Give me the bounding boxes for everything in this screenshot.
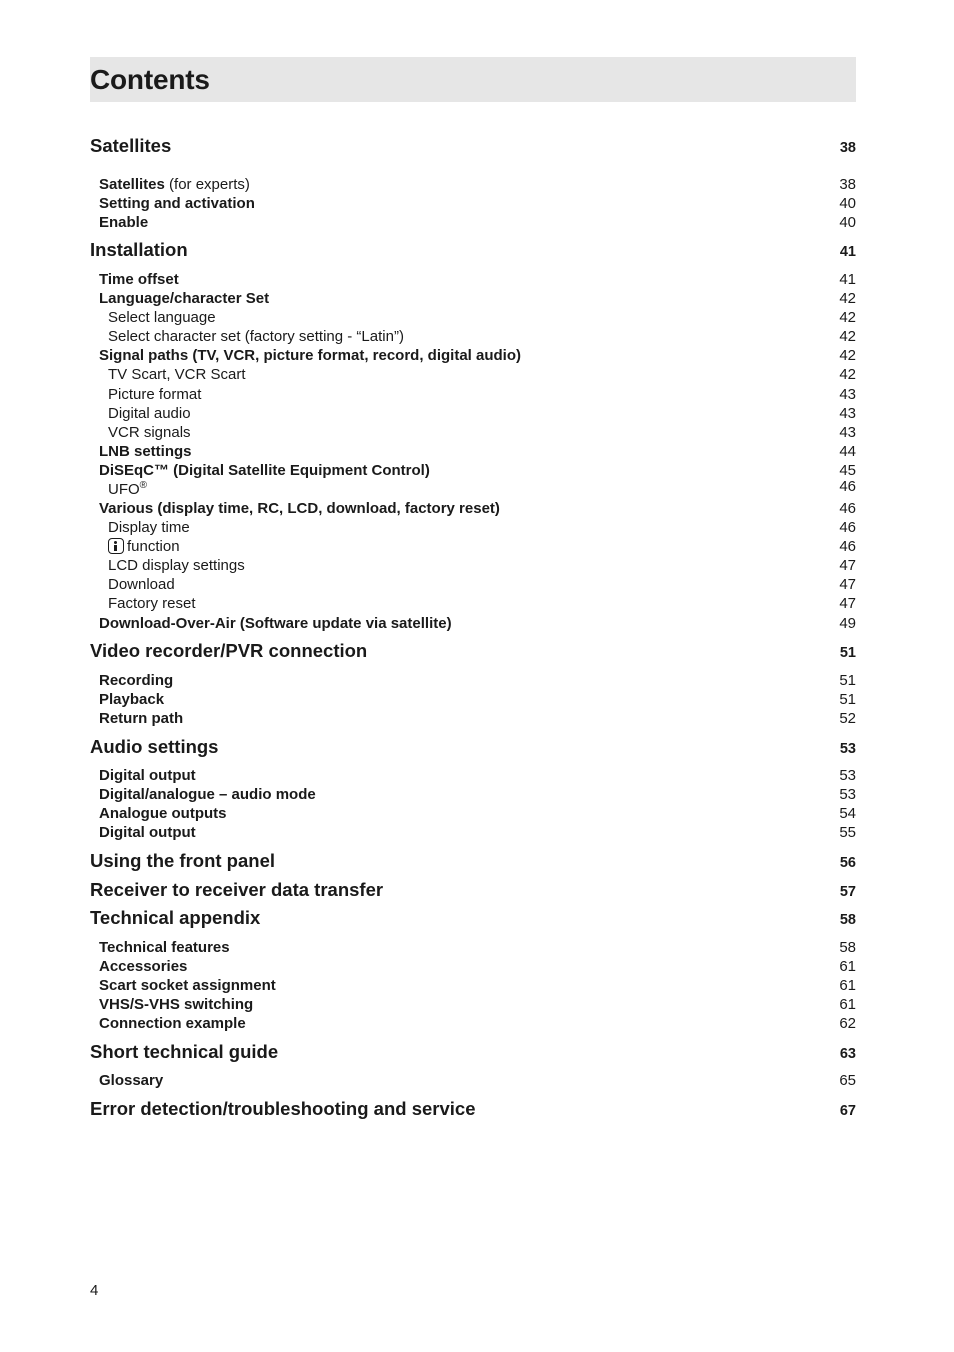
toc-page: 61 [839, 958, 856, 975]
toc-item-digital-output-2[interactable] [90, 824, 856, 843]
toc-page: 51 [839, 645, 856, 661]
toc-page: 41 [839, 244, 856, 260]
toc-item-setting-activation[interactable] [90, 195, 856, 214]
toc-label: Video recorder/PVR connection [90, 640, 368, 661]
toc-label [108, 538, 180, 555]
toc-label: DiSEqC™ (Digital Satellite Equipment Control) [99, 462, 430, 479]
toc-item-vhs-switching[interactable] [90, 996, 856, 1015]
toc-label: Accessories [99, 958, 188, 975]
toc-label: Scart socket assignment [99, 977, 276, 994]
info-icon [108, 538, 124, 554]
toc-subitem-picture-format[interactable] [90, 386, 856, 405]
toc-page: 65 [839, 1072, 856, 1089]
toc-page: 49 [839, 615, 856, 632]
toc-page: 53 [839, 786, 856, 803]
toc-item-playback[interactable] [90, 691, 856, 710]
registered-mark: ® [139, 480, 148, 491]
toc-label-normal: (for experts) [164, 176, 250, 193]
toc-page: 38 [839, 176, 856, 193]
toc-label [99, 176, 250, 193]
toc-page: 43 [839, 405, 856, 422]
toc-label: LCD display settings [108, 557, 245, 574]
toc-label: Installation [90, 239, 188, 260]
toc-page: 40 [839, 214, 856, 231]
toc-page: 42 [839, 309, 856, 326]
toc-item-return-path[interactable] [90, 710, 856, 729]
toc-label: VHS/S-VHS switching [99, 996, 254, 1013]
toc-page: 42 [839, 347, 856, 364]
toc-page: 46 [839, 519, 856, 536]
toc-label: Receiver to receiver data transfer [90, 879, 384, 900]
title-bar [90, 57, 856, 102]
toc-item-digital-output[interactable] [90, 767, 856, 786]
toc-label: Language/character Set [99, 290, 270, 307]
toc-label: Playback [99, 691, 165, 708]
toc-subitem-ufo[interactable] [90, 478, 856, 497]
toc-label: Select character set (factory setting - “Latin”) [108, 328, 404, 345]
toc-page: 41 [839, 271, 856, 288]
toc-page: 43 [839, 424, 856, 441]
toc-page: 51 [839, 672, 856, 689]
toc-page: 46 [839, 478, 856, 495]
toc-label-text: function [127, 538, 180, 555]
toc-item-satellites-experts[interactable] [90, 176, 856, 195]
toc-label [108, 481, 147, 498]
toc-subitem-select-charset[interactable] [90, 328, 856, 347]
toc-page: 47 [839, 576, 856, 593]
toc-page: 47 [839, 595, 856, 612]
toc-label-bold: Satellites [99, 176, 165, 193]
toc-label: Time offset [99, 271, 179, 288]
toc-label: Download [108, 576, 175, 593]
toc-label-text: UFO [108, 481, 140, 498]
toc-page: 42 [839, 290, 856, 307]
page-title: Contents [90, 64, 210, 95]
toc-label: Analogue outputs [99, 805, 227, 822]
toc-section-receiver-transfer[interactable] [90, 879, 856, 901]
toc-label: Display time [108, 519, 190, 536]
toc-page: 58 [839, 939, 856, 956]
toc-page: 45 [839, 462, 856, 479]
toc-item-analogue-outputs[interactable] [90, 805, 856, 824]
toc-item-connection-example[interactable] [90, 1015, 856, 1034]
toc-page: 61 [839, 996, 856, 1013]
toc-item-time-offset[interactable] [90, 271, 856, 290]
toc-label: Audio settings [90, 736, 219, 757]
toc-label: Using the front panel [90, 850, 275, 871]
toc-subitem-tv-scart[interactable] [90, 366, 856, 385]
toc-section-installation[interactable] [90, 239, 856, 261]
toc-page: 43 [839, 386, 856, 403]
toc-label: Download-Over-Air (Software update via satellite) [99, 615, 452, 632]
toc-label: Error detection/troubleshooting and service [90, 1098, 476, 1119]
toc-label: VCR signals [108, 424, 191, 441]
toc-label: Return path [99, 710, 184, 727]
toc-label: Glossary [99, 1072, 164, 1089]
toc-label: Digital output [99, 767, 196, 784]
toc-label: Enable [99, 214, 149, 231]
toc-page: 38 [839, 140, 856, 156]
toc-page: 46 [839, 500, 856, 517]
toc-page: 46 [839, 538, 856, 555]
toc-page: 47 [839, 557, 856, 574]
toc-label: TV Scart, VCR Scart [108, 366, 246, 383]
toc-label: Various (display time, RC, LCD, download, factory reset) [99, 500, 500, 517]
toc-section-technical-appendix[interactable] [90, 907, 856, 929]
toc-page: 58 [839, 912, 856, 928]
toc-label: Picture format [108, 386, 202, 403]
toc-item-digital-analogue[interactable] [90, 786, 856, 805]
toc-page: 67 [839, 1103, 856, 1119]
toc-subitem-select-language[interactable] [90, 309, 856, 328]
toc-item-accessories[interactable] [90, 958, 856, 977]
toc-label: Recording [99, 672, 174, 689]
toc-label: Digital/analogue – audio mode [99, 786, 316, 803]
toc-page: 42 [839, 328, 856, 345]
page-number: 4 [90, 1282, 99, 1299]
toc-section-audio-settings[interactable] [90, 736, 856, 758]
toc-subitem-factory-reset[interactable] [90, 595, 856, 614]
toc-page: 53 [839, 741, 856, 757]
toc-label: Factory reset [108, 595, 196, 612]
toc-subitem-info-function[interactable] [90, 538, 856, 557]
toc-label: Digital output [99, 824, 196, 841]
toc-page: 44 [839, 443, 856, 460]
toc-page: 51 [839, 691, 856, 708]
toc-item-technical-features[interactable] [90, 939, 856, 958]
toc-label: Satellites [90, 135, 172, 156]
toc-section-short-guide[interactable] [90, 1041, 856, 1063]
toc-subitem-download[interactable] [90, 576, 856, 595]
toc-subitem-digital-audio[interactable] [90, 405, 856, 424]
toc-page: 42 [839, 366, 856, 383]
toc-section-video-recorder[interactable] [90, 640, 856, 662]
toc-item-various[interactable] [90, 500, 856, 519]
toc-label: Technical appendix [90, 907, 261, 928]
toc-page: 52 [839, 710, 856, 727]
toc-item-enable[interactable] [90, 214, 856, 233]
toc-label: Digital audio [108, 405, 191, 422]
toc-page: 40 [839, 195, 856, 212]
toc-label: LNB settings [99, 443, 192, 460]
toc-item-glossary[interactable] [90, 1072, 856, 1091]
toc-section-error-detection[interactable] [90, 1098, 856, 1120]
toc-page: 55 [839, 824, 856, 841]
toc-label: Connection example [99, 1015, 246, 1032]
toc-subitem-display-time[interactable] [90, 519, 856, 538]
toc-section-satellites[interactable] [90, 135, 856, 157]
toc-label: Signal paths (TV, VCR, picture format, record, digital audio) [99, 347, 521, 364]
toc-page: 63 [839, 1046, 856, 1062]
toc-label: Setting and activation [99, 195, 255, 212]
toc-label: Short technical guide [90, 1041, 279, 1062]
toc-item-language-charset[interactable] [90, 290, 856, 309]
toc-item-signal-paths[interactable] [90, 347, 856, 366]
toc-page: 61 [839, 977, 856, 994]
toc-item-download-over-air[interactable] [90, 615, 856, 634]
toc-label: Technical features [99, 939, 230, 956]
toc-page: 57 [839, 884, 856, 900]
toc-item-scart-socket[interactable] [90, 977, 856, 996]
toc-page: 62 [839, 1015, 856, 1032]
toc-label: Select language [108, 309, 216, 326]
toc-item-lnb-settings[interactable] [90, 443, 856, 462]
toc-item-recording[interactable] [90, 672, 856, 691]
toc-page: 56 [839, 855, 856, 871]
toc-page: 54 [839, 805, 856, 822]
toc-page: 53 [839, 767, 856, 784]
toc-section-front-panel[interactable] [90, 850, 856, 872]
toc-subitem-vcr-signals[interactable] [90, 424, 856, 443]
toc-subitem-lcd-display[interactable] [90, 557, 856, 576]
